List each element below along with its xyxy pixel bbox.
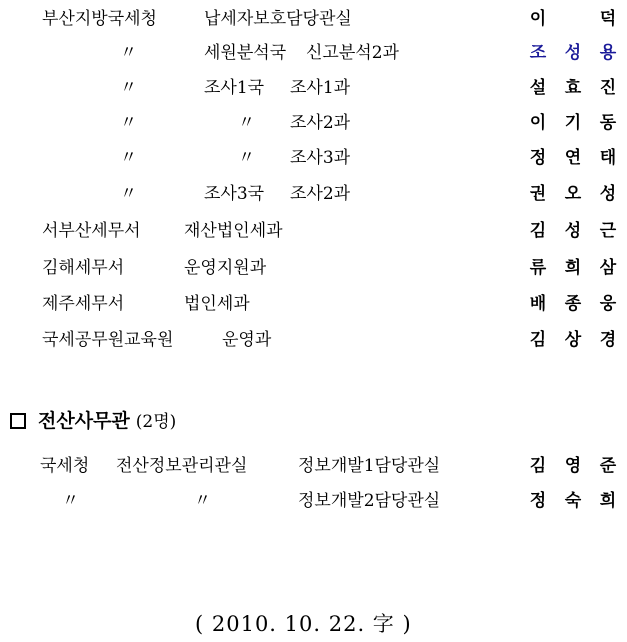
list-item	[0, 255, 627, 281]
dept-label: 운영지원과	[184, 258, 267, 278]
org-label: 서부산세무서	[42, 221, 141, 241]
list-item	[0, 453, 627, 479]
person-name: 김 상 경	[529, 330, 617, 350]
dept-label: 세원분석국	[204, 43, 287, 63]
sub-dept-label: 조사2과	[290, 113, 351, 133]
section-title: 전산사무관	[38, 410, 130, 432]
list-item	[0, 145, 627, 171]
document-date: ( 2010. 10. 22. 字 )	[195, 612, 412, 636]
person-name: 류 희 삼	[529, 258, 617, 278]
sub-dept-label: 신고분석2과	[306, 43, 399, 63]
org-label: 국세청	[40, 456, 90, 476]
list-item	[0, 75, 627, 101]
dept-label: 조사1국	[204, 78, 265, 98]
sub-dept-label: 조사3과	[290, 148, 351, 168]
dept-label: 〃	[238, 148, 255, 168]
org-label: 〃	[62, 491, 79, 511]
org-label: 〃	[120, 113, 137, 133]
dept-label: 납세자보호담당관실	[204, 9, 352, 29]
sub-dept-label: 정보개발1담당관실	[298, 456, 441, 476]
list-item	[0, 6, 627, 32]
list-item	[0, 291, 627, 317]
list-item	[0, 181, 627, 207]
section-count: (2명)	[135, 412, 177, 432]
person-name: 조 성 용	[529, 43, 617, 63]
person-name: 정 연 태	[529, 148, 617, 168]
section-heading	[10, 406, 176, 436]
dept-label: 〃	[238, 113, 255, 133]
sub-dept-label: 조사1과	[290, 78, 351, 98]
list-item	[0, 40, 627, 66]
org-label: 제주세무서	[42, 294, 125, 314]
person-name: 정 숙 희	[529, 491, 617, 511]
person-name: 김 성 근	[529, 221, 617, 241]
org-label: 국세공무원교육원	[42, 330, 174, 350]
list-item	[0, 110, 627, 136]
dept-label: 전산정보관리관실	[116, 456, 248, 476]
person-name: 설 효 진	[529, 78, 617, 98]
person-name: 이 덕	[529, 9, 617, 29]
list-item	[0, 218, 627, 244]
list-item	[0, 327, 627, 353]
dept-label: 조사3국	[204, 184, 265, 204]
person-name: 배 종 웅	[529, 294, 617, 314]
person-name: 김 영 준	[529, 456, 617, 476]
org-label: 〃	[120, 78, 137, 98]
org-label: 〃	[120, 184, 137, 204]
dept-label: 〃	[194, 491, 211, 511]
person-name: 이 기 동	[529, 113, 617, 133]
org-label: 김해세무서	[42, 258, 125, 278]
sub-dept-label: 조사2과	[290, 184, 351, 204]
dept-label: 재산법인세과	[184, 221, 283, 241]
sub-dept-label: 정보개발2담당관실	[298, 491, 441, 511]
org-label: 부산지방국세청	[42, 9, 157, 29]
dept-label: 운영과	[222, 330, 272, 350]
org-label: 〃	[120, 43, 137, 63]
dept-label: 법인세과	[184, 294, 250, 314]
person-name: 권 오 성	[529, 184, 617, 204]
checkbox-square-icon	[10, 413, 26, 429]
org-label: 〃	[120, 148, 137, 168]
list-item	[0, 488, 627, 514]
